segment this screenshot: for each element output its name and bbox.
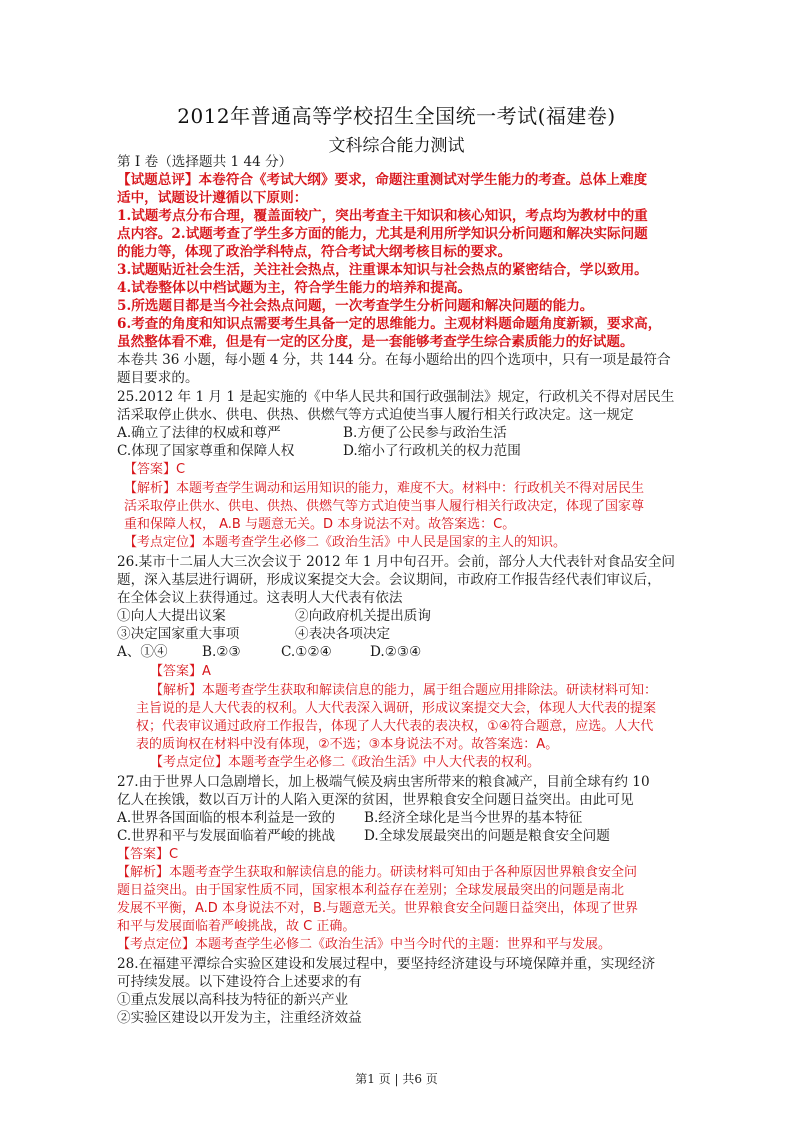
analysis-line: 表的质询权在材料中没有体现，②不选；③本身说法不对。故答案选：A。: [136, 737, 559, 752]
page-footer: 第1 页 | 共6 页: [355, 1072, 438, 1086]
analysis-line: 重和保障人权， A.B 与题意无关。D 本身说法不对。故答案选：C。: [124, 517, 516, 532]
option-b: B.②③: [202, 644, 241, 660]
review-line: 1.试题考点分布合理，覆盖面较广，突出考查主干知识和核心知识，考点均为教材中的重: [117, 208, 648, 224]
analysis-line: 【解析】本题考查学生获取和解读信息的能力。研读材料可知由于各种原因世界粮食安全问: [117, 865, 638, 880]
analysis-line: 【解析】本题考查学生调动和运用知识的能力，难度不大。材料中：行政机关不得对居民生: [124, 481, 645, 496]
option-d: D.缩小了行政机关的权力范围: [343, 443, 521, 459]
analysis-line: 题日益突出。由于国家性质不同，国家根本利益存在差别；全球发展最突出的问题是南北: [117, 883, 625, 898]
section-heading: 第 I 卷（选择题共 1 44 分）: [117, 154, 293, 170]
answer: 【答案】C: [117, 847, 179, 862]
document-title: 2012年普通高等学校招生全国统一考试(福建卷): [177, 104, 616, 128]
analysis-line: 活采取停止供水、供电、供热、供燃气等方式迫使当事人履行相关行政决定，体现了国家尊: [124, 499, 645, 514]
question-stem: 题，深入基层进行调研，形成议案提交大会。会议期间，市政府工作报告经代表们审议后，: [117, 572, 661, 588]
question-stem: 25.2012 年 1 月 1 是起实施的《中华人民共和国行政强制法》规定，行政机关不得对居民生: [117, 389, 675, 405]
question-stem: 27.由于世界人口急剧增长，加上极端气候及病虫害所带来的粮食减产，目前全球有约 10: [117, 774, 650, 790]
analysis-line: 【解析】本题考查学生获取和解读信息的能力，属于组合题应用排除法。研读材料可知：: [150, 683, 658, 698]
option-b: B.经济全球化是当今世界的基本特征: [364, 810, 583, 826]
option-a: A.世界各国面临的根本利益是一致的: [117, 810, 336, 826]
analysis-line: 主旨说的是人大代表的权利。人大代表深入调研，形成议案提交大会，体现人大代表的提案: [136, 701, 657, 716]
review-line: 点内容。2.试题考查了学生多方面的能力，尤其是利用所学知识分析问题和解决实际问题: [117, 226, 648, 242]
review-line: 适中，试题设计遵循以下原则：: [117, 190, 308, 206]
statement-3: ③决定国家重大事项: [117, 626, 240, 642]
review-line: 6.考查的角度和知识点需要考生具备一定的思维能力。主观材料题命题角度新颖，要求高，: [117, 316, 662, 332]
question-stem: 亿人在挨饿，数以百万计的人陷入更深的贫困，世界粮食安全问题日益突出。由此可见: [117, 792, 634, 808]
document-subtitle: 文科综合能力测试: [328, 136, 465, 156]
key-point: 【考点定位】本题考查学生必修二《政治生活》中当今时代的主题：世界和平与发展。: [117, 937, 612, 952]
question-stem: 在全体会议上获得通过。这表明人大代表有依法: [117, 590, 403, 606]
analysis-line: 权；代表审议通过政府工作报告，体现了人大代表的表决权，①④符合题意，应选。人大代: [136, 719, 654, 734]
review-line: 【试题总评】本卷符合《考试大纲》要求，命题注重测试对学生能力的考查。总体上难度: [117, 172, 648, 188]
key-point: 【考点定位】本题考查学生必修二《政治生活》中人民是国家的主人的知识。: [124, 535, 567, 550]
review-line: 的能力等，体现了政治学科特点，符合考试大纲考核目标的要求。: [117, 244, 512, 260]
statement-1: ①向人大提出议案: [117, 608, 226, 624]
statement-2: ②实验区建设以开发为主，注重经济效益: [117, 1010, 362, 1026]
option-b: B.方便了公民参与政治生活: [343, 425, 507, 441]
review-line: 虽然整体看不难，但是有一定的区分度，是一套能够考查学生综合素质能力的好试题。: [117, 334, 634, 350]
answer: 【答案】C: [124, 462, 186, 477]
option-d: D.全球发展最突出的问题是粮食安全问题: [364, 828, 610, 844]
option-c: C.体现了国家尊重和保障人权: [117, 443, 295, 459]
question-stem: 26.某市十二届人大三次会议于 2012 年 1 月中旬召开。会前，部分人大代表针对食品安全问: [117, 554, 675, 570]
analysis-line: 发展不平衡，A.D 本身说法不对，B.与题意无关。世界粮食安全问题日益突出，体现了世界: [117, 901, 638, 916]
analysis-line: 和平与发展面临着严峻挑战，故 C 正确。: [117, 919, 356, 934]
question-stem: 可持续发展。以下建设符合上述要求的有: [117, 974, 362, 990]
review-line: 4.试卷整体以中档试题为主，符合学生能力的培养和提高。: [117, 280, 472, 296]
review-line: 3.试题贴近社会生活，关注社会热点，注重课本知识与社会热点的紧密结合，学以致用。: [117, 262, 648, 278]
statement-4: ④表决各项决定: [295, 626, 391, 642]
option-a: A.确立了法律的权威和尊严: [117, 425, 281, 441]
option-c: C.世界和平与发展面临着严峻的挑战: [117, 828, 336, 844]
option-a: A、①④: [117, 644, 168, 660]
intro-line: 题目要求的。: [117, 370, 199, 386]
question-stem: 活采取停止供水、供电、供热、供燃气等方式迫使当事人履行相关行政决定。这一规定: [117, 407, 634, 423]
review-line: 5.所选题目都是当今社会热点问题，一次考查学生分析问题和解决问题的能力。: [117, 298, 594, 314]
answer: 【答案】A: [150, 664, 211, 679]
key-point: 【考点定位】本题考查学生必修二《政治生活》中人大代表的权利。: [150, 755, 541, 770]
question-stem: 28.在福建平潭综合实验区建设和发展过程中，要坚持经济建设与环境保障并重，实现经济: [117, 956, 656, 972]
statement-2: ②向政府机关提出质询: [295, 608, 431, 624]
statement-1: ①重点发展以高科技为特征的新兴产业: [117, 992, 349, 1008]
option-c: C.①②④: [281, 644, 332, 660]
intro-line: 本卷共 36 小题，每小题 4 分，共 144 分。在每小题给出的四个选项中，只有一项是最符合: [117, 352, 671, 368]
option-d: D.②③④: [370, 644, 422, 660]
